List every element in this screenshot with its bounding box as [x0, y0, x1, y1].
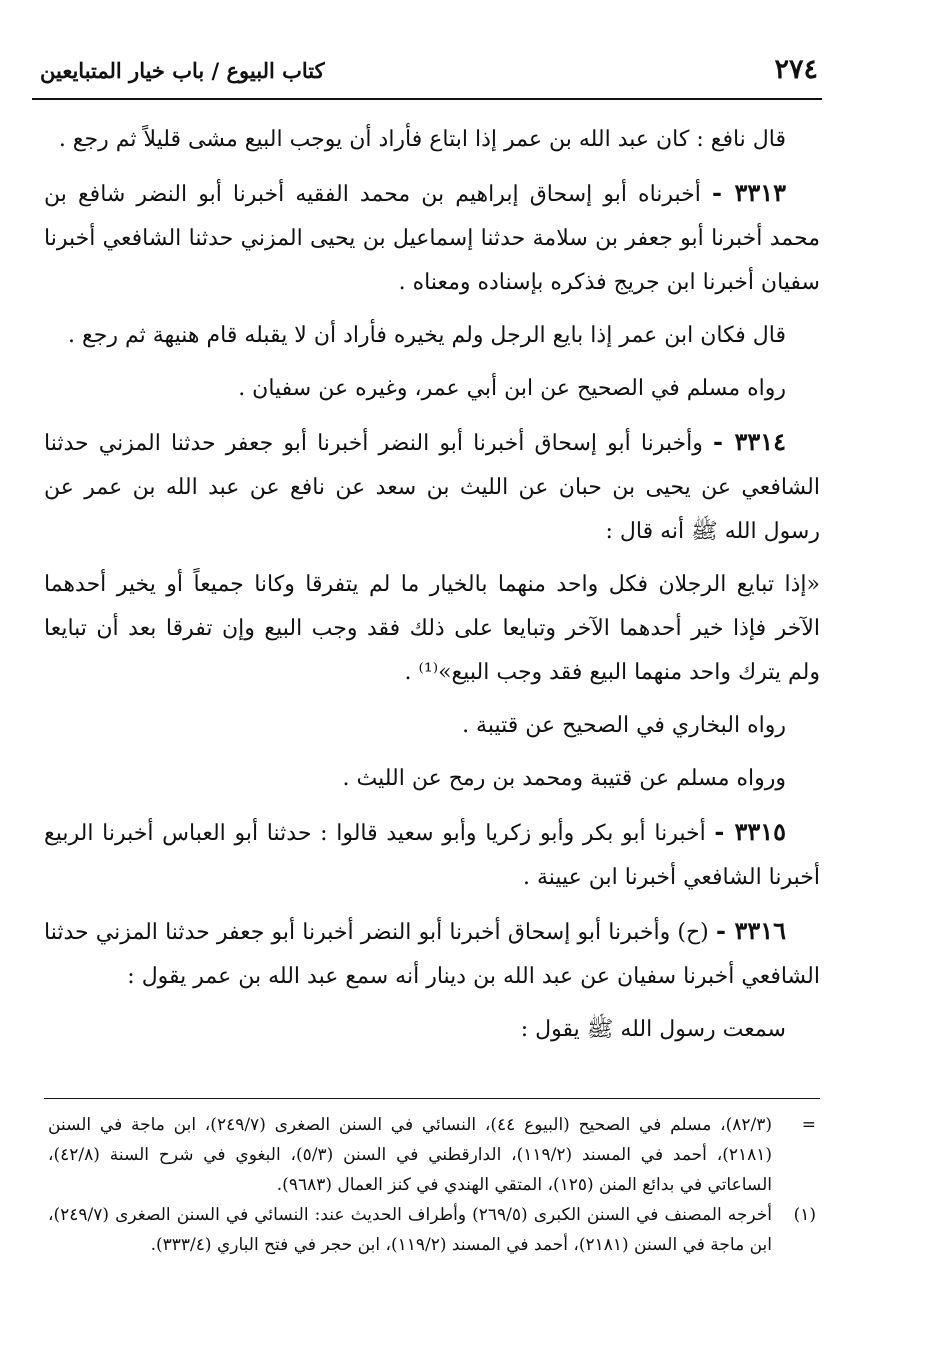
footnote-rule	[44, 1098, 820, 1099]
footnote-1	[48, 1200, 818, 1260]
paragraph-text: قال نافع : كان عبد الله بن عمر إذا ابتاع فأراد أن يوجب البيع مشى قليلاً ثم رجع .	[58, 127, 786, 152]
paragraph-nafi	[44, 118, 820, 162]
hadith-3315	[44, 810, 820, 900]
paragraph-text: ورواه مسلم عن قتيبة ومحمد بن رمح عن الليث .	[342, 766, 786, 791]
page-header	[40, 52, 818, 96]
hadith-text: أخبرنا أبو بكر وأبو زكريا وأبو سعيد قالوا : حدثنا أبو العباس أخبرنا الربيع أخبرنا الشافعي أخبرنا ابن عيينة .	[44, 821, 820, 890]
paragraph-bukhari-note	[44, 704, 820, 748]
footnotes	[48, 1110, 818, 1260]
hadith-3314	[44, 420, 820, 554]
paragraph-text: رواه البخاري في الصحيح عن قتيبة .	[462, 713, 786, 738]
paragraph-ibn-umar	[44, 314, 820, 358]
hadith-quote	[44, 563, 820, 695]
paragraph-muslim-qutayba	[44, 757, 820, 801]
hadith-number: ٣٣١٦ -	[715, 916, 786, 945]
header-rule	[32, 98, 822, 100]
footnote-marker: (١)	[793, 1205, 816, 1225]
paragraph-muslim-note	[44, 367, 820, 411]
quote-text: «إذا تبايع الرجلان فكل واحد منهما بالخيار ما لم يتفرقا وكانا جميعاً أو يخير أحدهما الآخر فإذا خير أحدهما الآخر وتبايعا على ذلك فقد وجب البيع وإن تفرقا بعد أن تبايعا ولم يترك واحد منهما البيع فقد وجب البيع»⁽¹⁾ .	[44, 572, 820, 685]
hadith-3313	[44, 171, 820, 305]
paragraph-text: رواه مسلم في الصحيح عن ابن أبي عمر، وغيره عن سفيان .	[238, 376, 786, 401]
footnote-marker: =	[801, 1115, 816, 1135]
main-text	[44, 118, 820, 1061]
footnote-continued	[48, 1110, 818, 1200]
hadith-text: أخبرناه أبو إسحاق إبراهيم بن محمد الفقيه أخبرنا أبو النضر شافع بن محمد أخبرنا أبو جعفر بن سلامة حدثنا إسماعيل بن يحيى المزني حدثنا الشافعي أخبرنا سفيان أخبرنا ابن جريج فذكره بإسناده ومعناه .	[44, 182, 820, 295]
hadith-text: وأخبرنا أبو إسحاق أخبرنا أبو النضر أخبرنا أبو جعفر حدثنا المزني حدثنا الشافعي عن يحيى بن حبان عن الليث بن سعد عن نافع عن عبد الله بن عمر عن رسول الله ﷺ أنه قال :	[44, 431, 820, 544]
hadith-number: ٣٣١٥ -	[714, 817, 786, 846]
hadith-3316	[44, 909, 820, 999]
hadith-text: (ح) وأخبرنا أبو إسحاق أخبرنا أبو النضر أخبرنا أبو جعفر حدثنا المزني حدثنا الشافعي أخبرنا سفيان عن عبد الله بن دينار أنه سمع عبد الله بن عمر يقول :	[44, 920, 820, 989]
footnote-text: (٨٢/٣)، مسلم في الصحيح (البيوع ٤٤)، النسائي في السنن الصغرى (٢٤٩/٧)، ابن ماجة في السنن (٢١٨١)، أحمد في المسند (١١٩/٢)، الدارقطني في السنن (٥/٣)، البغوي في شرح السنة (٤٢/٨)، الساعاتي في بدائع المنن (١٢٥)، المتقي الهندي في كنز العمال (٩٦٨٣).	[48, 1115, 772, 1195]
hadith-number: ٣٣١٣ -	[712, 178, 786, 207]
footnote-text: أخرجه المصنف في السنن الكبرى (٢٦٩/٥) وأطراف الحديث عند: النسائي في السنن الصغرى (٢٤٩/٧)، ابن ماجة في السنن (٢١٨١)، أحمد في المسند (١١٩/٢)، ابن حجر في فتح الباري (٣٣٣/٤).	[48, 1205, 772, 1255]
paragraph-text: سمعت رسول الله ﷺ يقول :	[520, 1017, 786, 1042]
paragraph-text: قال فكان ابن عمر إذا بايع الرجل ولم يخيره فأراد أن لا يقبله قام هنيهة ثم رجع .	[68, 323, 786, 348]
running-title: كتاب البيوع / باب خيار المتبايعين	[40, 58, 325, 83]
page-number: ٢٧٤	[774, 54, 818, 85]
paragraph-heard	[44, 1008, 820, 1052]
hadith-number: ٣٣١٤ -	[712, 427, 786, 456]
